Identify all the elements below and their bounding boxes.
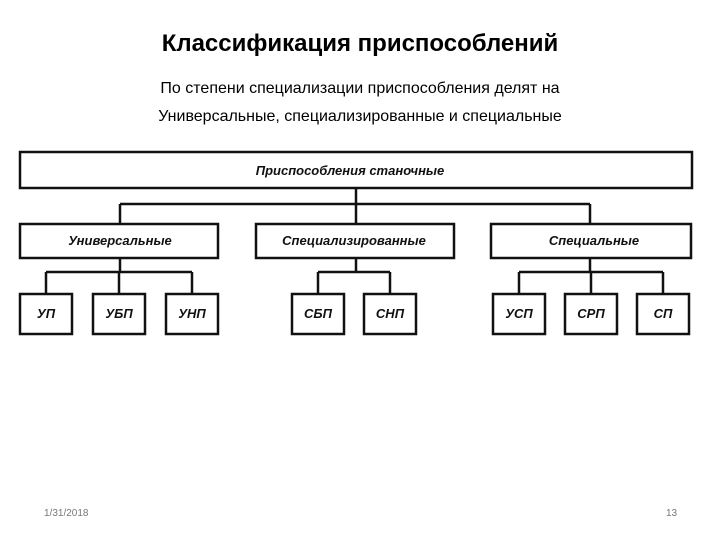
child-label-srp: СРП [577, 306, 605, 321]
root-label: Приспособления станочные [255, 163, 445, 178]
child-label-sp: СП [653, 306, 673, 321]
child-label-usp: УСП [505, 306, 533, 321]
group-label-special: Специальные [548, 233, 640, 248]
group-label-specialized: Специализированные [282, 233, 426, 248]
slide-title: Классификация приспособлений [161, 30, 559, 57]
child-label-unp: УНП [178, 306, 206, 321]
child-label-ubp: УБП [105, 306, 133, 321]
subtitle-line-1: По степени специализации приспособления делят на [160, 80, 560, 97]
subtitle-line-2: Универсальные, специализированные и специальные [158, 108, 562, 125]
group-label-universal: Универсальные [68, 233, 172, 248]
slide-date: 1/31/2018 [44, 508, 89, 519]
child-label-up: УП [36, 306, 56, 321]
slide-number: 13 [666, 508, 678, 519]
child-label-snp: СНП [375, 306, 405, 321]
child-label-sbp: СБП [304, 306, 332, 321]
